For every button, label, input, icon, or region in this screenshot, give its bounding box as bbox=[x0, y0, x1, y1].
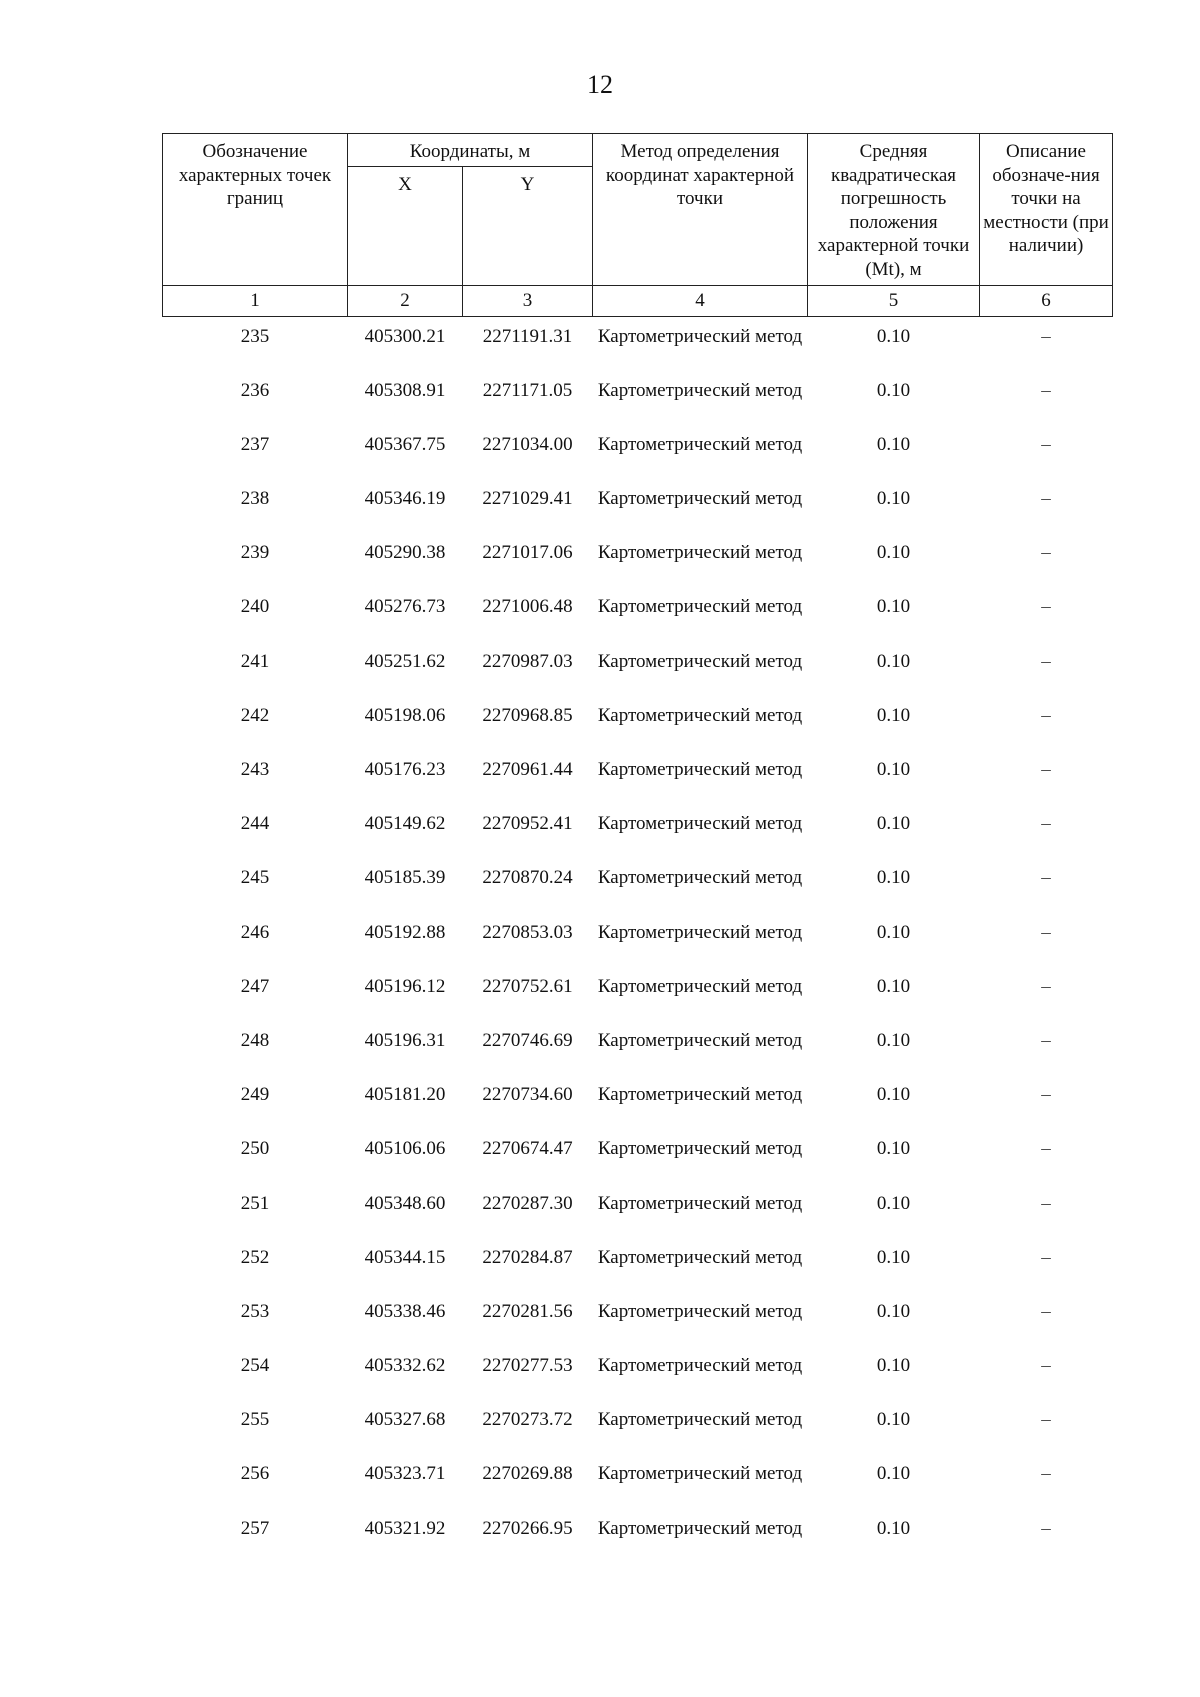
cell-error: 0.10 bbox=[876, 813, 911, 835]
cell-y: 2270674.47 bbox=[482, 1138, 573, 1160]
cell-method: Картометрический метод bbox=[597, 542, 803, 564]
cell-description: – bbox=[1041, 1084, 1051, 1106]
cell-point: 251 bbox=[240, 1192, 270, 1214]
cell-method: Картометрический метод bbox=[597, 325, 803, 347]
cell-point: 240 bbox=[240, 596, 270, 618]
cell-y: 2271029.41 bbox=[482, 488, 573, 510]
cell-description: – bbox=[1041, 704, 1051, 726]
cell-method: Картометрический метод bbox=[597, 379, 803, 401]
cell-y: 2270870.24 bbox=[482, 867, 573, 889]
cell-x: 405196.31 bbox=[364, 1029, 446, 1051]
cell-method: Картометрический метод bbox=[597, 867, 803, 889]
column-number: 4 bbox=[593, 285, 808, 316]
cell-error: 0.10 bbox=[876, 433, 911, 455]
cell-method: Картометрический метод bbox=[597, 488, 803, 510]
cell-y: 2271017.06 bbox=[482, 542, 573, 564]
cell-y: 2270266.95 bbox=[482, 1517, 573, 1539]
cell-x: 405346.19 bbox=[364, 488, 446, 510]
cell-point: 252 bbox=[240, 1246, 270, 1268]
cell-description: – bbox=[1041, 1517, 1051, 1539]
cell-x: 405300.21 bbox=[364, 325, 446, 347]
cell-point: 257 bbox=[240, 1517, 270, 1539]
cell-point: 256 bbox=[240, 1463, 270, 1485]
cell-method: Картометрический метод bbox=[597, 1192, 803, 1214]
cell-method: Картометрический метод bbox=[597, 704, 803, 726]
table-row bbox=[163, 541, 1113, 595]
table-row bbox=[163, 812, 1113, 866]
cell-description: – bbox=[1041, 759, 1051, 780]
cell-error: 0.10 bbox=[876, 1517, 911, 1539]
cell-x: 405192.88 bbox=[364, 921, 446, 943]
table-row bbox=[163, 704, 1113, 758]
cell-description: – bbox=[1041, 1409, 1051, 1431]
cell-y: 2271171.05 bbox=[482, 379, 573, 401]
cell-y: 2271034.00 bbox=[482, 433, 573, 455]
cell-point: 238 bbox=[240, 488, 270, 510]
table-row bbox=[163, 316, 1113, 379]
cell-point: 255 bbox=[240, 1409, 270, 1431]
cell-y: 2270987.03 bbox=[482, 650, 573, 672]
cell-method: Картометрический метод bbox=[597, 596, 803, 618]
cell-x: 405308.91 bbox=[364, 379, 446, 401]
cell-y: 2270952.41 bbox=[482, 813, 573, 835]
cell-description: – bbox=[1041, 1138, 1051, 1160]
header-coordinates: Координаты, м bbox=[348, 134, 593, 167]
cell-point: 239 bbox=[240, 542, 270, 564]
cell-method: Картометрический метод bbox=[597, 433, 803, 455]
cell-error: 0.10 bbox=[876, 379, 911, 401]
table-row bbox=[163, 758, 1113, 812]
cell-x: 405338.46 bbox=[364, 1300, 446, 1322]
column-number: 2 bbox=[348, 285, 463, 316]
table-row bbox=[163, 1083, 1113, 1137]
header-description: Описание обозначе-ния точки на местности (при наличии) bbox=[980, 134, 1113, 286]
cell-y: 2270277.53 bbox=[482, 1355, 573, 1377]
cell-description: – bbox=[1041, 325, 1051, 347]
table-row bbox=[163, 1354, 1113, 1408]
table-row bbox=[163, 1192, 1113, 1246]
cell-x: 405176.23 bbox=[364, 759, 446, 780]
cell-method: Картометрический метод bbox=[597, 1138, 803, 1160]
cell-x: 405276.73 bbox=[364, 596, 446, 618]
cell-y: 2271191.31 bbox=[482, 325, 573, 347]
cell-description: – bbox=[1041, 488, 1051, 510]
table-row bbox=[163, 1137, 1113, 1191]
cell-description: – bbox=[1041, 596, 1051, 618]
cell-description: – bbox=[1041, 1355, 1051, 1377]
table-row bbox=[163, 650, 1113, 704]
cell-error: 0.10 bbox=[876, 1409, 911, 1431]
cell-y: 2271006.48 bbox=[482, 596, 573, 618]
cell-method: Картометрический метод bbox=[597, 650, 803, 672]
cell-x: 405198.06 bbox=[364, 704, 446, 726]
cell-description: – bbox=[1041, 867, 1051, 889]
cell-error: 0.10 bbox=[876, 1246, 911, 1268]
table-row bbox=[163, 866, 1113, 920]
table-header bbox=[163, 134, 1113, 317]
cell-point: 248 bbox=[240, 1029, 270, 1051]
cell-description: – bbox=[1041, 975, 1051, 997]
cell-description: – bbox=[1041, 813, 1051, 835]
cell-method: Картометрический метод bbox=[597, 1517, 803, 1539]
cell-description: – bbox=[1041, 542, 1051, 564]
cell-y: 2270752.61 bbox=[482, 975, 573, 997]
cell-point: 237 bbox=[240, 433, 270, 455]
cell-description: – bbox=[1041, 650, 1051, 672]
cell-description: – bbox=[1041, 1192, 1051, 1214]
cell-description: – bbox=[1041, 1029, 1051, 1051]
cell-point: 250 bbox=[240, 1138, 270, 1160]
cell-method: Картометрический метод bbox=[597, 1463, 803, 1485]
header-method: Метод определения координат характерной точки bbox=[593, 134, 808, 286]
cell-y: 2270273.72 bbox=[482, 1409, 573, 1431]
table-row bbox=[163, 1246, 1113, 1300]
cell-error: 0.10 bbox=[876, 867, 911, 889]
cell-error: 0.10 bbox=[876, 596, 911, 618]
cell-y: 2270281.56 bbox=[482, 1300, 573, 1322]
table-row bbox=[163, 1300, 1113, 1354]
cell-point: 242 bbox=[240, 704, 270, 726]
cell-point: 244 bbox=[240, 813, 270, 835]
cell-error: 0.10 bbox=[876, 1355, 911, 1377]
cell-method: Картометрический метод bbox=[597, 1084, 803, 1106]
cell-x: 405332.62 bbox=[364, 1355, 446, 1377]
table-row bbox=[163, 433, 1113, 487]
cell-error: 0.10 bbox=[876, 1029, 911, 1051]
cell-x: 405251.62 bbox=[364, 650, 446, 672]
cell-description: – bbox=[1041, 1246, 1051, 1268]
cell-method: Картометрический метод bbox=[597, 1246, 803, 1268]
cell-description: – bbox=[1041, 433, 1051, 455]
table-row bbox=[163, 975, 1113, 1029]
cell-y: 2270853.03 bbox=[482, 921, 573, 943]
cell-point: 243 bbox=[240, 759, 270, 780]
header-y: Y bbox=[463, 166, 593, 285]
cell-error: 0.10 bbox=[876, 650, 911, 672]
cell-x: 405344.15 bbox=[364, 1246, 446, 1268]
cell-y: 2270269.88 bbox=[482, 1463, 573, 1485]
cell-point: 249 bbox=[240, 1084, 270, 1106]
cell-error: 0.10 bbox=[876, 1463, 911, 1485]
cell-y: 2270961.44 bbox=[482, 759, 573, 780]
cell-error: 0.10 bbox=[876, 325, 911, 347]
cell-description: – bbox=[1041, 921, 1051, 943]
cell-point: 245 bbox=[240, 867, 270, 889]
cell-x: 405106.06 bbox=[364, 1138, 446, 1160]
cell-x: 405290.38 bbox=[364, 542, 446, 564]
cell-x: 405149.62 bbox=[364, 813, 446, 835]
header-x: X bbox=[348, 166, 463, 285]
column-number: 5 bbox=[808, 285, 980, 316]
coordinates-table bbox=[162, 133, 1113, 1571]
cell-point: 246 bbox=[240, 921, 270, 943]
cell-x: 405321.92 bbox=[364, 1517, 446, 1539]
cell-point: 236 bbox=[240, 379, 270, 401]
table-row bbox=[163, 921, 1113, 975]
cell-error: 0.10 bbox=[876, 1084, 911, 1106]
cell-description: – bbox=[1041, 379, 1051, 401]
cell-method: Картометрический метод bbox=[597, 921, 803, 943]
cell-error: 0.10 bbox=[876, 542, 911, 564]
cell-method: Картометрический метод bbox=[597, 1300, 803, 1322]
cell-method: Картометрический метод bbox=[597, 1409, 803, 1431]
cell-error: 0.10 bbox=[876, 1138, 911, 1160]
cell-method: Картометрический метод bbox=[597, 1029, 803, 1051]
cell-x: 405196.12 bbox=[364, 975, 446, 997]
cell-point: 253 bbox=[240, 1300, 270, 1322]
cell-point: 241 bbox=[240, 650, 270, 672]
cell-point: 235 bbox=[240, 325, 270, 347]
table-row bbox=[163, 379, 1113, 433]
header-error: Средняя квадратическая погрешность положения характерной точки (Mt), м bbox=[808, 134, 980, 286]
cell-method: Картометрический метод bbox=[597, 759, 803, 780]
cell-error: 0.10 bbox=[876, 704, 911, 726]
cell-error: 0.10 bbox=[876, 488, 911, 510]
cell-y: 2270746.69 bbox=[482, 1029, 573, 1051]
table-row bbox=[163, 1029, 1113, 1083]
cell-method: Картометрический метод bbox=[597, 975, 803, 997]
column-number: 6 bbox=[980, 285, 1113, 316]
cell-description: – bbox=[1041, 1300, 1051, 1322]
table-row bbox=[163, 1462, 1113, 1516]
cell-y: 2270287.30 bbox=[482, 1192, 573, 1214]
cell-method: Картометрический метод bbox=[597, 813, 803, 835]
column-number: 3 bbox=[463, 285, 593, 316]
cell-x: 405348.60 bbox=[364, 1192, 446, 1214]
cell-method: Картометрический метод bbox=[597, 1355, 803, 1377]
cell-x: 405323.71 bbox=[364, 1463, 446, 1485]
cell-x: 405327.68 bbox=[364, 1409, 446, 1431]
table-body bbox=[163, 316, 1113, 1571]
cell-point: 254 bbox=[240, 1355, 270, 1377]
table-row bbox=[163, 595, 1113, 649]
cell-y: 2270968.85 bbox=[482, 704, 573, 726]
table-row bbox=[163, 1408, 1113, 1462]
cell-error: 0.10 bbox=[876, 1192, 911, 1214]
cell-description: – bbox=[1041, 1463, 1051, 1485]
header-point-designation: Обозначение характерных точек границ bbox=[163, 134, 348, 286]
cell-x: 405185.39 bbox=[364, 867, 446, 889]
cell-error: 0.10 bbox=[876, 975, 911, 997]
cell-x: 405181.20 bbox=[364, 1084, 446, 1106]
cell-y: 2270734.60 bbox=[482, 1084, 573, 1106]
cell-error: 0.10 bbox=[876, 759, 911, 780]
column-number: 1 bbox=[163, 285, 348, 316]
table-row bbox=[163, 487, 1113, 541]
cell-error: 0.10 bbox=[876, 921, 911, 943]
table-row bbox=[163, 1517, 1113, 1571]
page-number: 12 bbox=[587, 70, 613, 99]
cell-x: 405367.75 bbox=[364, 433, 446, 455]
cell-y: 2270284.87 bbox=[482, 1246, 573, 1268]
cell-error: 0.10 bbox=[876, 1300, 911, 1322]
cell-point: 247 bbox=[240, 975, 270, 997]
